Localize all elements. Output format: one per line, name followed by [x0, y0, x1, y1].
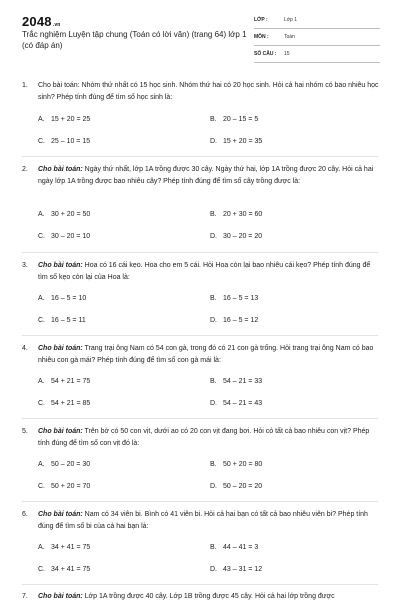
- logo-main: 2048: [22, 14, 52, 29]
- answer-option-c[interactable]: C. 30 – 20 = 10: [38, 233, 91, 240]
- answer-option-d[interactable]: D. 50 – 20 = 20: [210, 483, 263, 490]
- answer-option-d[interactable]: D. 43 – 31 = 12: [210, 566, 263, 573]
- question-divider: [22, 252, 378, 253]
- question-divider: [22, 418, 378, 419]
- question-number: 7.: [22, 593, 28, 600]
- answer-option-a[interactable]: A. 50 – 20 = 30: [38, 461, 91, 468]
- meta-label: MÔN :: [254, 34, 269, 40]
- answer-option-d[interactable]: D. 30 – 20 = 20: [210, 233, 263, 240]
- answer-option-a[interactable]: A. 15 + 20 = 25: [38, 116, 91, 123]
- answer-option-b[interactable]: B. 16 – 5 = 13: [210, 295, 259, 302]
- page-title: Trắc nghiệm Luyện tập chung (Toán có lời văn) (trang 64) lớp 1 (có đáp án): [22, 30, 247, 50]
- question-text: Cho bài toán: Lớp 1A trồng được 40 cây. Lớp 1B trồng được 45 cây. Hỏi cả hai lớp trồng được: [38, 593, 335, 600]
- question-divider: [22, 156, 378, 157]
- question-text: Cho bài toán: Nhóm thứ nhất có 15 học sinh. Nhóm thứ hai có 20 học sinh. Hỏi cả hai nhóm có bao nhiêu học sinh? Phép tính đúng để tìm số học sinh là:: [38, 82, 379, 101]
- question-number: 3.: [22, 262, 28, 269]
- answer-option-a[interactable]: A. 30 + 20 = 50: [38, 211, 91, 218]
- answer-option-a[interactable]: A. 34 + 41 = 75: [38, 544, 91, 551]
- answer-option-b[interactable]: B. 44 – 41 = 3: [210, 544, 259, 551]
- meta-row-subject: [254, 29, 380, 46]
- logo-suffix: .vn: [52, 22, 61, 28]
- question-divider: [22, 335, 378, 336]
- answer-option-c[interactable]: C. 54 + 21 = 85: [38, 400, 91, 407]
- answer-option-b[interactable]: B. 50 + 20 = 80: [210, 461, 263, 468]
- question-number: 4.: [22, 345, 28, 352]
- meta-value: Lớp 1: [284, 17, 298, 23]
- answer-option-a[interactable]: A. 16 – 5 = 10: [38, 295, 87, 302]
- meta-value: Toán: [284, 34, 295, 40]
- site-logo[interactable]: [22, 14, 61, 29]
- meta-label: LỚP :: [254, 17, 268, 23]
- page-header: [0, 0, 400, 70]
- question-text: Cho bài toán: Nam có 34 viên bi. Bình có 41 viên bi. Hỏi cả hai bạn có tất cả bao nhiêu viên bi? Phép tính đúng để tìm số bi của cả hai bạn là:: [38, 511, 368, 530]
- answer-option-c[interactable]: C. 25 – 10 = 15: [38, 138, 91, 145]
- answer-option-b[interactable]: B. 54 – 21 = 33: [210, 378, 263, 385]
- meta-table: [254, 12, 380, 63]
- question-number: 6.: [22, 511, 28, 518]
- question-text: Cho bài toán: Ngày thứ nhất, lớp 1A trồng được 30 cây. Ngày thứ hai, lớp 1A trồng được 20 cây. Hỏi cả hai ngày lớp 1A trồng được bao nhiêu cây? Phép tính đúng để tìm số cây trồng được là:: [38, 166, 374, 185]
- meta-value: 15: [284, 51, 290, 57]
- meta-row-class: [254, 12, 380, 29]
- question-text: Cho bài toán: Hoa có 16 cái kẹo. Hoa cho em 5 cái. Hỏi Hoa còn lại bao nhiêu cái kẹo? Phép tính đúng để tìm số kẹo còn lại của Hoa là:: [38, 262, 371, 281]
- question-number: 1.: [22, 82, 28, 89]
- answer-option-b[interactable]: B. 20 + 30 = 60: [210, 211, 263, 218]
- meta-label: SỐ CÂU :: [254, 51, 277, 57]
- answer-option-c[interactable]: C. 50 + 20 = 70: [38, 483, 91, 490]
- answer-option-d[interactable]: D. 54 – 21 = 43: [210, 400, 263, 407]
- answer-option-b[interactable]: B. 20 – 15 = 5: [210, 116, 259, 123]
- question-text: Cho bài toán: Trên bờ có 50 con vịt, dưới ao có 20 con vịt đang bơi. Hỏi có tất cả bao nhiêu con vịt? Phép tính đúng để tìm số con vịt đó là:: [38, 428, 370, 447]
- question-text: Cho bài toán: Trang trại ông Nam có 54 con gà, trong đó có 21 con gà trống. Hỏi trang trại ông Nam có bao nhiêu con gà mái? Phép tính đúng để tìm số con gà mái là:: [38, 345, 374, 364]
- question-number: 5.: [22, 428, 28, 435]
- meta-row-count: [254, 46, 380, 63]
- answer-option-d[interactable]: D. 16 – 5 = 12: [210, 317, 259, 324]
- question-divider: [22, 501, 378, 502]
- answer-option-c[interactable]: C. 34 + 41 = 75: [38, 566, 91, 573]
- answer-option-c[interactable]: C. 16 – 5 = 11: [38, 317, 86, 324]
- question-divider: [22, 584, 378, 585]
- question-number: 2.: [22, 166, 28, 173]
- answer-option-d[interactable]: D. 15 + 20 = 35: [210, 138, 263, 145]
- answer-option-a[interactable]: A. 54 + 21 = 75: [38, 378, 91, 385]
